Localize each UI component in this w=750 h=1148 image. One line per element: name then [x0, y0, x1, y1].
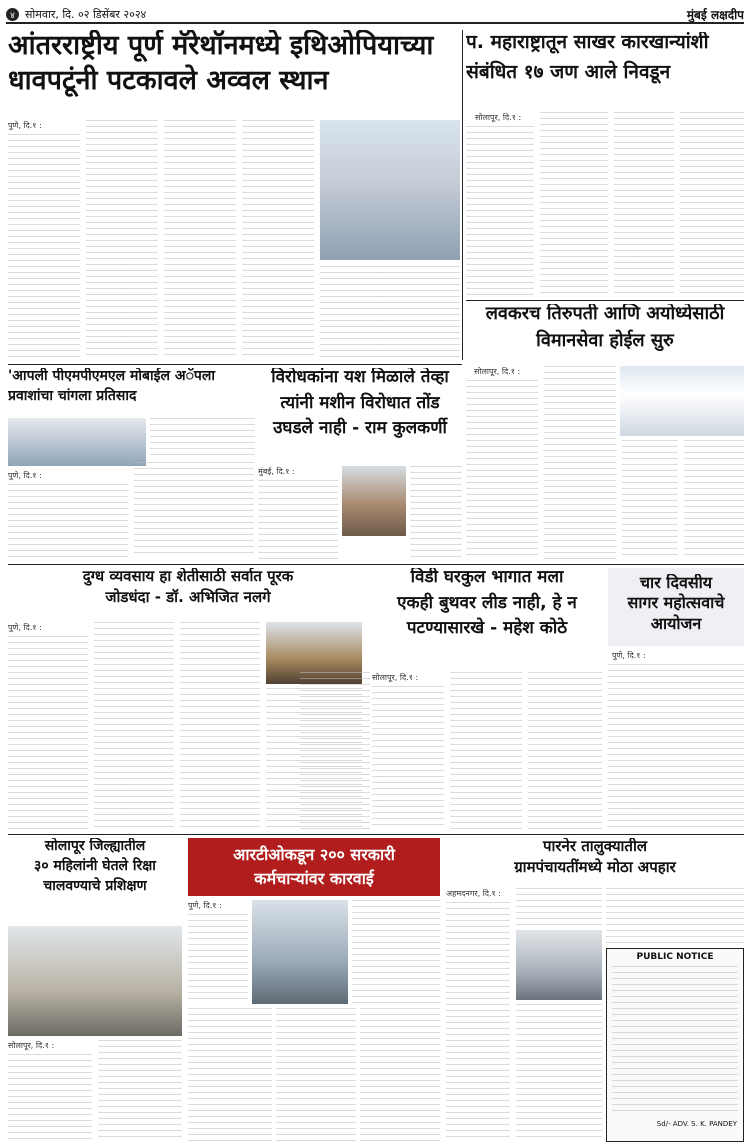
story3-text-col4	[684, 440, 744, 560]
story1-dateline: पुणे, दि.१ :	[8, 121, 42, 130]
story3-dateline: सोलापूर, दि.१ :	[474, 367, 521, 376]
divider	[466, 300, 744, 301]
story11-headline-line2: ग्रामपंचायतींमध्ये मोठा अपहार	[514, 858, 676, 877]
story5-headline-line2: त्यांनी मशीन विरोधात तोंड	[280, 392, 440, 413]
story7-text-col1	[372, 686, 444, 830]
story4-text-col1	[8, 484, 128, 558]
story6-headline-line2: जोडधंदा - डॉ. अभिजित नलगे	[105, 588, 271, 607]
story6-text-col2	[94, 622, 174, 830]
story2-headline	[466, 32, 744, 110]
story4-text-top	[150, 418, 255, 458]
story5-headline-line1: विरोधकांना यश मिळाले तेव्हा	[271, 368, 449, 387]
public-notice-signature: Sd/- ADV. S. K. PANDEY	[656, 1120, 737, 1128]
story1-text-col4	[242, 120, 314, 360]
story2-dateline: सोलापूर, दि.१ :	[475, 113, 522, 122]
story9-headline	[8, 838, 182, 922]
story7-headline-line2: एकही बुथवर लीड नाही, हे न	[397, 592, 577, 613]
story6-text-col3	[180, 622, 260, 830]
divider	[8, 834, 744, 835]
paper-title: मुंबई लक्षदीप	[686, 7, 744, 22]
bus-photo	[8, 418, 146, 466]
story7-headline-line3: पटण्यासारखे - महेश कोठे	[406, 618, 568, 639]
page-number: ४	[6, 8, 19, 21]
story2-headline-line1: प. महाराष्ट्रातून साखर कारखान्यांशी	[466, 32, 709, 53]
story11-text-col2-top	[516, 888, 602, 928]
story9-headline-line2: ३० महिलांनी घेतले रिक्षा	[34, 858, 156, 875]
story3-headline	[466, 304, 744, 364]
story6-headline-line1: दुग्ध व्यवसाय हा शेतीसाठी सर्वात पूरक	[82, 568, 294, 585]
story5-headline-line3: उघडले नाही - राम कुलकर्णी	[273, 418, 447, 439]
issue-date: सोमवार, दि. ०२ डिसेंबर २०२४	[25, 7, 147, 21]
story11-headline-line1: पारनेर तालुक्यातील	[542, 838, 648, 855]
story10-text-col3	[188, 1008, 272, 1142]
story3-headline-line1: लवकरच तिरुपती आणि अयोध्येसाठी	[485, 304, 725, 324]
story11-text-col3	[606, 888, 744, 944]
story8-headline	[608, 574, 744, 646]
story7-headline	[372, 568, 602, 668]
story5-dateline: मुंबई, दि.१ :	[258, 467, 295, 476]
story9-text-col2	[98, 1040, 182, 1142]
story10-headline-line2: कर्मचाऱ्यांवर कारवाई	[254, 869, 374, 888]
story3-headline-line2: विमानसेवा होईल सुरु	[536, 329, 674, 351]
marathon-photo	[320, 120, 460, 260]
story11-text-col2	[516, 1004, 602, 1142]
story8-headline-line3: आयोजन	[650, 613, 702, 633]
story8-headline-line1: चार दिवसीय	[639, 574, 713, 592]
story6-headline	[8, 568, 368, 618]
story4-headline	[8, 368, 248, 416]
story4-text-col2	[134, 462, 254, 558]
story2-text-col1	[466, 126, 534, 296]
story10-headline-line1: आरटीओकडून २०० सरकारी	[233, 845, 395, 864]
story6-text-col1	[8, 636, 88, 830]
story5-text-col2	[410, 466, 462, 560]
story1-text-col5	[320, 266, 460, 360]
portrait-photo	[342, 466, 406, 536]
story11-dateline: अहमदनगर, दि.१ :	[446, 889, 501, 898]
story8-text	[608, 664, 744, 830]
story1-text-col1	[8, 134, 80, 360]
airplane-photo	[620, 366, 744, 436]
story7-text-col0	[300, 672, 370, 830]
divider	[8, 564, 744, 565]
story5-text-col1	[258, 480, 338, 560]
column-divider	[462, 30, 463, 360]
story1-headline	[8, 30, 460, 116]
story10-text-col4	[276, 1008, 356, 1142]
story2-text-col4	[680, 112, 744, 296]
story1-text-col2	[86, 120, 158, 360]
story3-text-col1	[466, 380, 538, 560]
building-photo	[516, 930, 602, 1000]
story9-headline-line1: सोलापूर जिल्ह्यातील	[44, 838, 146, 854]
divider	[8, 364, 462, 365]
story10-text-col2	[352, 900, 440, 1004]
story9-headline-line3: चालवण्याचे प्रशिक्षण	[43, 878, 147, 895]
story11-headline	[446, 838, 744, 884]
rickshaw-photo	[8, 926, 182, 1036]
story1-headline-line2: धावपटूंनी पटकावले अव्वल स्थान	[8, 65, 329, 97]
story2-headline-line2: संबंधित १७ जण आले निवडून	[466, 60, 671, 83]
story11-text-col1	[446, 902, 510, 1142]
story10-headline	[188, 838, 440, 896]
office-photo	[252, 900, 348, 1004]
story4-headline-line1: 'आपली पीएमपीएमएल मोबाईल अॅपला	[8, 368, 215, 384]
story10-text-col1	[188, 914, 248, 1004]
story9-dateline: सोलापूर, दि.१ :	[8, 1041, 55, 1050]
story5-headline	[258, 368, 462, 464]
story3-text-col3	[622, 440, 678, 560]
story7-text-col2	[450, 672, 522, 830]
story7-dateline: सोलापूर, दि.१ :	[372, 673, 419, 682]
story2-text-col3	[614, 112, 674, 296]
story6-dateline: पुणे, दि.१ :	[8, 623, 42, 632]
story1-text-col3	[164, 120, 236, 360]
story4-dateline: पुणे, दि.१ :	[8, 471, 42, 480]
public-notice	[606, 948, 744, 1142]
story8-dateline: पुणे, दि.१ :	[612, 651, 646, 660]
story2-text-col2	[540, 112, 608, 296]
story7-headline-line1: विडी घरकुल भागात मला	[410, 568, 564, 587]
story7-text-col3	[528, 672, 602, 830]
story4-headline-line2: प्रवाशांचा चांगला प्रतिसाद	[8, 388, 137, 405]
story10-text-col5	[360, 1008, 440, 1142]
public-notice-title: PUBLIC NOTICE	[636, 952, 714, 962]
story10-dateline: पुणे, दि.१ :	[188, 901, 222, 910]
story1-headline-line1: आंतरराष्ट्रीय पूर्ण मॅरेथॉनमध्ये इथिओपियाच्या	[8, 30, 434, 61]
story8-headline-line2: सागर महोत्सवाचे	[627, 593, 725, 613]
story3-text-col2	[544, 366, 616, 560]
masthead	[6, 6, 744, 24]
public-notice-text	[612, 966, 738, 1116]
story9-text-col1	[8, 1054, 92, 1142]
